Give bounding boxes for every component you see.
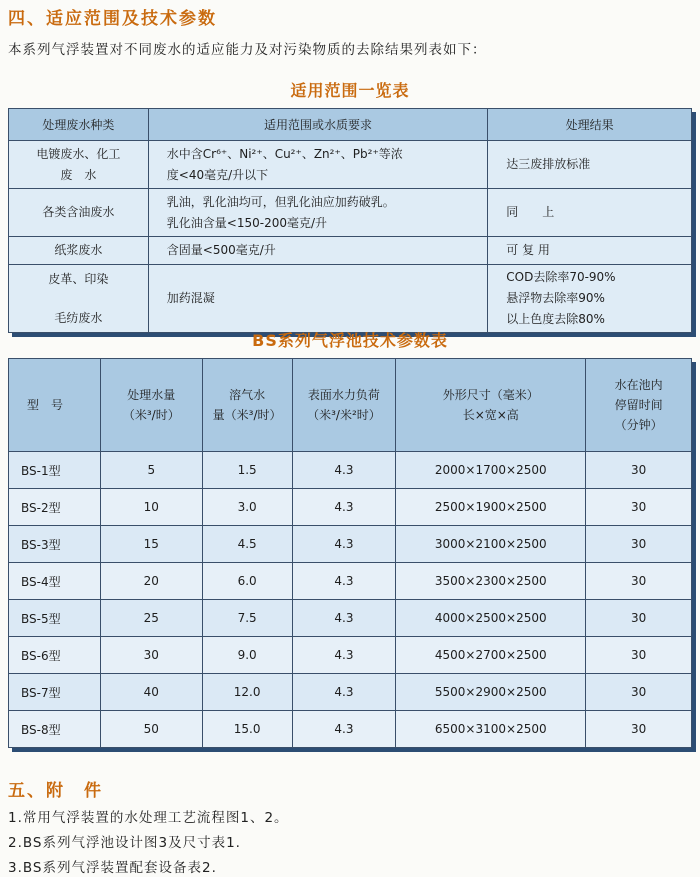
table-cell: 4.3 xyxy=(292,674,396,711)
column-header-retention: 水在池内 停留时间 （分钟） xyxy=(586,359,692,452)
table-cell: 4.3 xyxy=(292,452,396,489)
table-cell: 9.0 xyxy=(202,637,292,674)
table-cell: 4.5 xyxy=(202,526,292,563)
table-cell: BS-3型 xyxy=(9,526,101,563)
column-header-flow: 处理水量 （米³/时） xyxy=(100,359,202,452)
table-cell: 皮革、印染 毛纺废水 xyxy=(9,265,149,333)
table2-caption: BS系列气浮池技术参数表 xyxy=(252,331,448,350)
table-cell: 4.3 xyxy=(292,526,396,563)
table-cell: 4500×2700×2500 xyxy=(396,637,586,674)
table-cell: 4.3 xyxy=(292,489,396,526)
table-cell: 可 复 用 xyxy=(488,237,692,265)
column-header-model: 型 号 xyxy=(9,359,101,452)
table-row xyxy=(9,637,692,674)
column-header: 处理结果 xyxy=(488,109,692,141)
table-cell: BS-1型 xyxy=(9,452,101,489)
table-cell: 5500×2900×2500 xyxy=(396,674,586,711)
table-cell: BS-4型 xyxy=(9,563,101,600)
table-cell: 30 xyxy=(586,526,692,563)
table-cell: 6.0 xyxy=(202,563,292,600)
table-cell: BS-8型 xyxy=(9,711,101,748)
table-row xyxy=(9,189,692,237)
table-row xyxy=(9,237,692,265)
table-cell: 2500×1900×2500 xyxy=(396,489,586,526)
table-cell: 4.3 xyxy=(292,600,396,637)
table1-caption: 适用范围一览表 xyxy=(290,81,410,100)
table-cell: 50 xyxy=(100,711,202,748)
table-cell: 5 xyxy=(100,452,202,489)
table-cell: 4.3 xyxy=(292,563,396,600)
table-cell: 30 xyxy=(586,489,692,526)
column-header-dissolved-air: 溶气水 量（米³/时） xyxy=(202,359,292,452)
table-cell: 水中含Cr⁶⁺、Ni²⁺、Cu²⁺、Zn²⁺、Pb²⁺等浓 度<40毫克/升以下 xyxy=(148,141,487,189)
table-cell: 12.0 xyxy=(202,674,292,711)
table-cell: 20 xyxy=(100,563,202,600)
bs-parameter-table xyxy=(8,358,692,748)
appendix-item: 3.BS系列气浮装置配套设备表2. xyxy=(8,860,217,876)
table-cell: 各类含油废水 xyxy=(9,189,149,237)
table-row xyxy=(9,563,692,600)
table-cell: 1.5 xyxy=(202,452,292,489)
table-cell: 40 xyxy=(100,674,202,711)
table-cell: 含固量<500毫克/升 xyxy=(148,237,487,265)
table-cell: 15 xyxy=(100,526,202,563)
table-cell: 4.3 xyxy=(292,637,396,674)
table-row xyxy=(9,265,692,333)
table-cell: 30 xyxy=(100,637,202,674)
table-cell: 乳油，乳化油均可，但乳化油应加药破乳。 乳化油含量<150-200毫克/升 xyxy=(148,189,487,237)
table-cell: 3.0 xyxy=(202,489,292,526)
table-cell: 3000×2100×2500 xyxy=(396,526,586,563)
table-cell: 电镀废水、化工 废 水 xyxy=(9,141,149,189)
column-header: 适用范围或水质要求 xyxy=(148,109,487,141)
applicability-table xyxy=(8,108,692,333)
table-header-row xyxy=(9,359,692,452)
table-cell: 30 xyxy=(586,711,692,748)
table-cell: 4.3 xyxy=(292,711,396,748)
table-cell: 30 xyxy=(586,452,692,489)
table-cell: 30 xyxy=(586,563,692,600)
column-header-load: 表面水力负荷 （米³/米²时） xyxy=(292,359,396,452)
table-cell: 30 xyxy=(586,674,692,711)
table-header-row xyxy=(9,109,692,141)
column-header: 处理废水种类 xyxy=(9,109,149,141)
table-cell: BS-5型 xyxy=(9,600,101,637)
table-cell: BS-2型 xyxy=(9,489,101,526)
table-row xyxy=(9,141,692,189)
table-row xyxy=(9,489,692,526)
table-cell: 3500×2300×2500 xyxy=(396,563,586,600)
table-cell: 25 xyxy=(100,600,202,637)
table-cell: 30 xyxy=(586,637,692,674)
section-5-title: 五、附 件 xyxy=(8,781,103,801)
table-row xyxy=(9,452,692,489)
column-header-dimensions: 外形尺寸（毫米） 长×宽×高 xyxy=(396,359,586,452)
table-cell: 7.5 xyxy=(202,600,292,637)
table-row xyxy=(9,711,692,748)
table-row xyxy=(9,600,692,637)
table-cell: 同 上 xyxy=(488,189,692,237)
table-row xyxy=(9,674,692,711)
section-4-title: 四、适应范围及技术参数 xyxy=(8,9,217,29)
table-cell: 6500×3100×2500 xyxy=(396,711,586,748)
table-cell: COD去除率70-90% 悬浮物去除率90% 以上色度去除80% xyxy=(488,265,692,333)
table-row xyxy=(9,526,692,563)
table-cell: 10 xyxy=(100,489,202,526)
table-cell: 加药混凝 xyxy=(148,265,487,333)
table-cell: 达三废排放标准 xyxy=(488,141,692,189)
appendix-item: 2.BS系列气浮池设计图3及尺寸表1. xyxy=(8,835,241,851)
table-cell: 15.0 xyxy=(202,711,292,748)
intro-text: 本系列气浮装置对不同废水的适应能力及对污染物质的去除结果列表如下： xyxy=(8,42,487,58)
table-cell: 2000×1700×2500 xyxy=(396,452,586,489)
table-cell: BS-6型 xyxy=(9,637,101,674)
table-cell: BS-7型 xyxy=(9,674,101,711)
table-cell: 纸浆废水 xyxy=(9,237,149,265)
table-cell: 4000×2500×2500 xyxy=(396,600,586,637)
table-cell: 30 xyxy=(586,600,692,637)
appendix-item: 1.常用气浮装置的水处理工艺流程图1、2。 xyxy=(8,810,289,826)
